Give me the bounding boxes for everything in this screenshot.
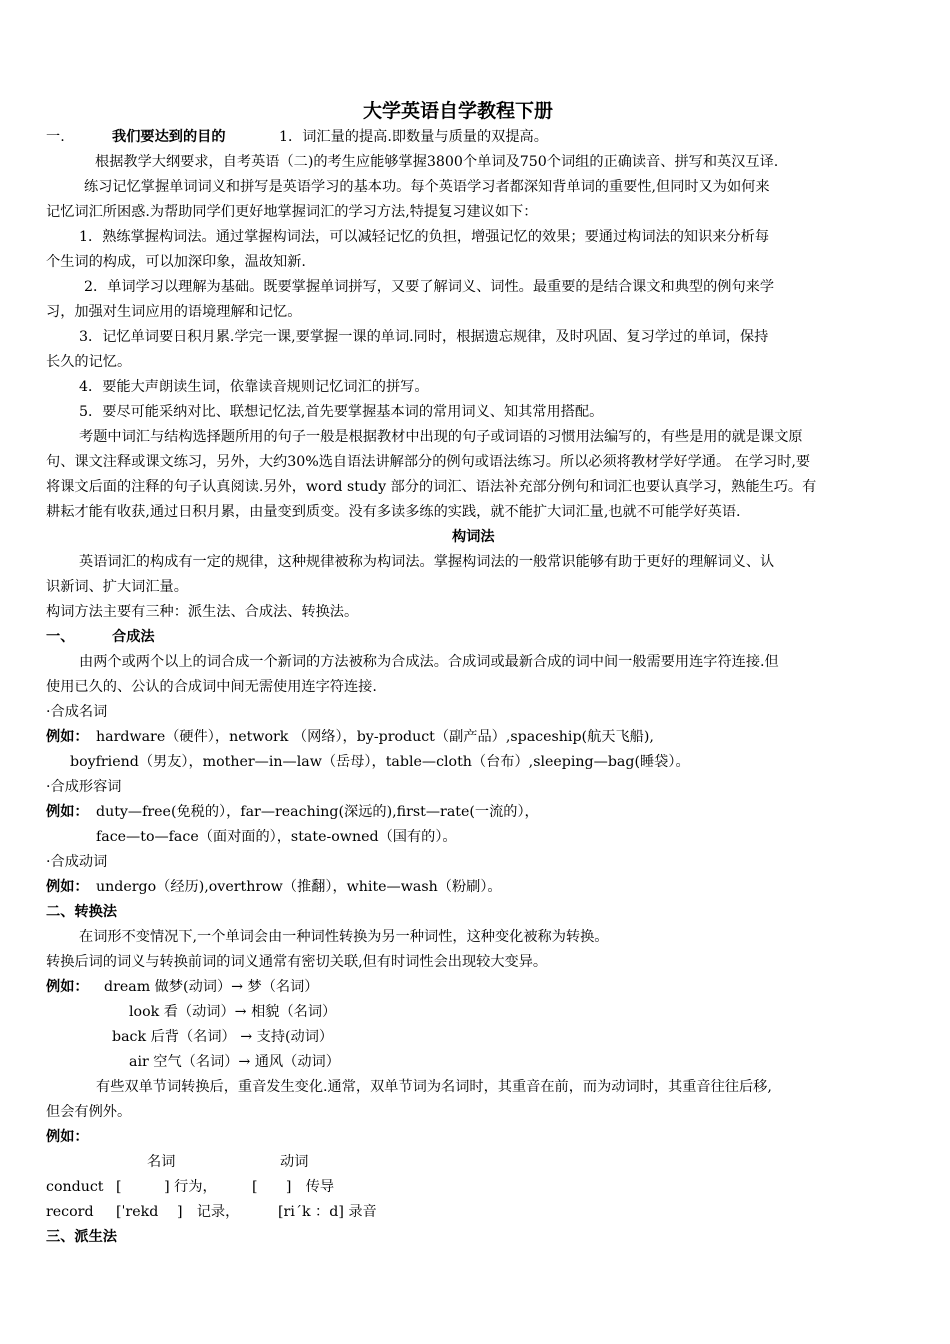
word-conduct: conduct (46, 1179, 104, 1195)
exam-paragraph-line3: 将课文后面的注释的句子认真阅读.另外，word study 部分的词汇、语法补充部分例句和词汇也要认真学习，熟能生巧。有 (46, 479, 817, 495)
compound-adjective-examples-1: duty—free(免税的），far—reaching(深远的),first—rate(一流的）， (96, 804, 539, 820)
word-formation-methods: 构词方法主要有三种：派生法、合成法、转换法。 (46, 604, 359, 620)
compounding-paragraph-line2: 使用已久的、公认的合成词中间无需使用连字符连接. (46, 679, 377, 695)
record-verb-pronunciation: [riˊk ：d] 录音 (278, 1204, 377, 1220)
tip-2-line1: 2．单词学习以理解为基础。既要掌握单词拼写，又要了解词义、词性。最重要的是结合课文和典型的例句来学 (84, 279, 775, 295)
paragraph-memory-line1: 练习记忆掌握单词词义和拼写是英语学习的基本功。每个英语学习者都深知背单词的重要性,但同时又为如何来 (84, 179, 770, 195)
example-label: 例如： (46, 729, 89, 745)
conversion-example-label: 例如： (46, 979, 89, 995)
conversion-example-back: back 后背（名词） → 支持(动词） (112, 1029, 334, 1045)
tip-1-line1: 1．熟练掌握构词法。通过掌握构词法，可以减轻记忆的负担，增强记忆的效果；要通过构词法的知识来分析每 (79, 229, 770, 245)
example-label: 例如： (46, 804, 89, 820)
column-header-verb: 动词 (280, 1154, 309, 1170)
page-title: 大学英语自学教程下册 (363, 100, 554, 122)
compound-verb-label: ·合成动词 (46, 854, 108, 870)
compound-noun-examples-2: boyfriend（男友），mother—in—law（岳母），table—cloth（台布）,sleeping—bag(睡袋）。 (70, 754, 690, 770)
tip-1-line2: 个生词的构成，可以加深印象，温故知新. (46, 254, 306, 270)
compound-adjective-label: ·合成形容词 (46, 779, 122, 795)
section-2-heading: 二、转换法 (46, 904, 117, 920)
conduct-noun-pronunciation: [ ] 行为， (116, 1179, 217, 1195)
intro-number: 一. (46, 129, 65, 145)
tip-2-line2: 习，加强对生词应用的语境理解和记忆。 (46, 304, 302, 320)
compound-noun-label: ·合成名词 (46, 704, 108, 720)
example-label: 例如： (46, 879, 89, 895)
tip-5: 5．要尽可能采纳对比、联想记忆法,首先要掌握基本词的常用词义、知其常用搭配。 (79, 404, 604, 420)
exam-paragraph-line2: 句、课文注释或课文练习，另外，大约30%选自语法讲解部分的例句或语法练习。所以必须将教材学好学通。 在学习时,要 (46, 454, 811, 470)
exam-paragraph-line1: 考题中词汇与结构选择题所用的句子一般是根据教材中出现的句子或词语的习惯用法编写的，有些是用的就是课文原 (79, 429, 803, 445)
word-record: record (46, 1204, 94, 1220)
conduct-verb-pronunciation: [ ] 传导 (252, 1179, 335, 1195)
word-formation-intro-line1: 英语词汇的构成有一定的规律，这种规律被称为构词法。掌握构词法的一般常识能够有助于更好的理解词义、认 (79, 554, 775, 570)
conversion-example-dream: dream 做梦(动词）→ 梦（名词） (104, 979, 319, 995)
conversion-example-air: air 空气（名词）→ 通风（动词） (129, 1054, 340, 1070)
compounding-paragraph-line1: 由两个或两个以上的词合成一个新词的方法被称为合成法。合成词或最新合成的词中间一般需要用连字符连接.但 (79, 654, 779, 670)
stress-paragraph-line2: 但会有例外。 (46, 1104, 132, 1120)
word-formation-heading: 构词法 (452, 529, 495, 545)
tip-3-line1: 3．记忆单词要日积月累.学完一课,要掌握一课的单词.同时，根据遗忘规律，及时巩固、复习学过的单词，保持 (79, 329, 769, 345)
exam-paragraph-line4: 耕耘才能有收获,通过日积月累，由量变到质变。没有多读多练的实践，就不能扩大词汇量,也就不可能学好英语. (46, 504, 741, 520)
stress-example-label: 例如： (46, 1129, 89, 1145)
word-formation-intro-line2: 识新词、扩大词汇量。 (46, 579, 188, 595)
stress-paragraph-line1: 有些双单节词转换后，重音发生变化.通常，双单节词为名词时，其重音在前，而为动词时，其重音往往后移, (96, 1079, 772, 1095)
section-1-heading: 合成法 (112, 629, 155, 645)
column-header-noun: 名词 (147, 1154, 176, 1170)
section-1-number: 一、 (46, 629, 75, 645)
conversion-paragraph-2: 转换后词的词义与转换前词的词义通常有密切关联,但有时词性会出现较大变异。 (46, 954, 548, 970)
conversion-paragraph-1: 在词形不变情况下,一个单词会由一种词性转换为另一种词性，这种变化被称为转换。 (79, 929, 609, 945)
section-3-heading: 三、派生法 (46, 1229, 117, 1245)
compound-noun-examples-1: hardware（硬件），network （网络），by-product（副产品）,spaceship(航天飞船), (96, 729, 654, 745)
compound-adjective-examples-2: face—to—face（面对面的），state-owned（国有的）。 (96, 829, 457, 845)
intro-heading: 我们要达到的目的 (112, 129, 226, 145)
conversion-example-look: look 看（动词）→ 相貌（名词） (129, 1004, 337, 1020)
record-noun-pronunciation: [ˈrekd ] 记录， (116, 1204, 240, 1220)
compound-verb-examples: undergo（经历),overthrow（推翻），white—wash（粉刷）。 (96, 879, 502, 895)
tip-4: 4．要能大声朗读生词，依靠读音规则记忆词汇的拼写。 (79, 379, 429, 395)
paragraph-memory-line2: 记忆词汇所困惑.为帮助同学们更好地掌握词汇的学习方法,特提复习建议如下： (46, 204, 538, 220)
intro-point-1: 1．词汇量的提高.即数量与质量的双提高。 (279, 129, 548, 145)
paragraph-syllabus: 根据教学大纲要求，自考英语（二)的考生应能够掌握3800个单词及750个词组的正确读音、拼写和英汉互译. (95, 154, 779, 170)
tip-3-line2: 长久的记忆。 (46, 354, 132, 370)
